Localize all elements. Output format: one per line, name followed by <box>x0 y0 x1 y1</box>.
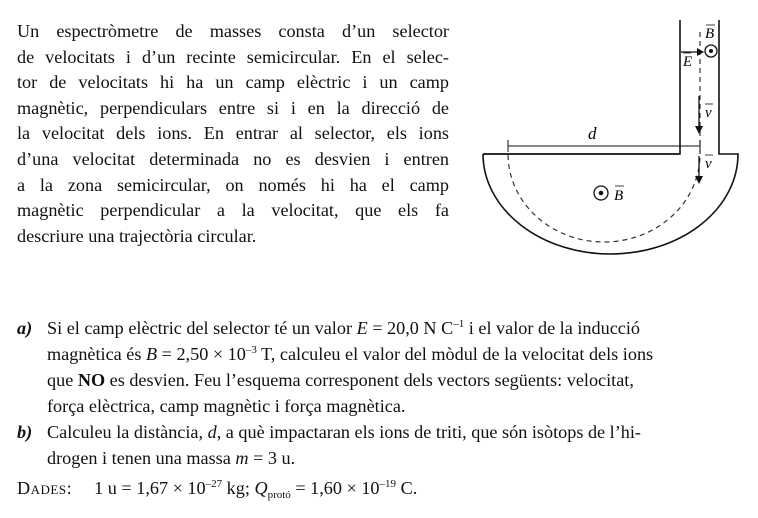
text: = 3 u. <box>248 448 296 468</box>
question-b-label: b) <box>17 422 33 442</box>
text: C. <box>396 478 418 498</box>
emphasis-no: NO <box>77 370 106 390</box>
text: , a què impactaran els ions de triti, que són isòtops de l’hi- <box>216 422 641 442</box>
question-b <box>17 419 737 471</box>
symbol-m: m <box>235 448 249 468</box>
text: = 2,50 × 10 <box>157 344 246 364</box>
label-d: d <box>588 124 597 143</box>
magnetic-field-dot <box>709 49 713 53</box>
exponent: –19 <box>379 478 397 490</box>
label-E: E <box>683 54 693 70</box>
intro-line: d’una velocitat determinada no es desvien i entren <box>17 148 449 169</box>
question-b-line-1 <box>47 419 737 445</box>
exponent: –27 <box>205 478 223 490</box>
subscript: protó <box>267 489 291 501</box>
text: 1 u = 1,67 × 10 <box>94 478 206 498</box>
label-B-center: B <box>614 188 624 204</box>
text: kg; <box>222 478 255 498</box>
intro-paragraph <box>17 19 449 249</box>
symbol-d: d <box>207 422 217 442</box>
exponent: –1 <box>453 318 465 330</box>
velocity-arrowhead-1 <box>695 126 703 134</box>
text: = 1,60 × 10 <box>290 478 380 498</box>
question-a-line-4: força elèctrica, camp magnètic i força magnètica. <box>47 396 406 416</box>
label-v2: v <box>705 156 712 172</box>
label-B-top: B <box>705 26 715 42</box>
intro-line: la velocitat dels ions. En entrar al selector, els ions <box>17 123 449 144</box>
magnetic-field-center-dot <box>599 191 604 196</box>
spectrometer-diagram <box>480 18 742 268</box>
text: magnètica és <box>47 344 146 364</box>
text: Calculeu la distància, <box>47 422 208 442</box>
data-line <box>17 478 417 499</box>
symbol-Q: Q <box>254 478 268 498</box>
text: i el valor de la inducció <box>464 318 640 338</box>
intro-line: descriure una trajectòria circular. <box>17 225 257 246</box>
text: = 20,0 N C <box>367 318 454 338</box>
spectrometer-figure <box>480 18 742 268</box>
text: drogen i tenen una massa <box>47 448 236 468</box>
text: Si el camp elèctric del selector té un valor <box>47 318 357 338</box>
intro-line: magnètic, perpendiculars entre si i en la direcció de <box>17 97 449 118</box>
ion-trajectory <box>508 32 700 242</box>
intro-line: tor de velocitats hi ha un camp elèctric i un camp <box>17 72 449 93</box>
label-v1: v <box>705 105 712 121</box>
symbol-E: E <box>356 318 368 338</box>
text: es desvien. Feu l’esquema corresponent dels vectors següents: velocitat, <box>105 370 634 390</box>
semicircle-chamber-outer <box>483 148 738 254</box>
intro-line: Un espectròmetre de masses consta d’un selector <box>17 21 449 41</box>
data-label: Dades: <box>17 478 73 498</box>
text: que <box>47 370 78 390</box>
intro-line: de velocitats i d’un recinte semicircular. En el selec- <box>17 46 449 67</box>
intro-line: magnètic perpendicular a la velocitat, que els fa <box>17 200 449 221</box>
question-a-line-1 <box>47 315 737 341</box>
symbol-B: B <box>145 344 158 364</box>
question-a-label: a) <box>17 318 33 338</box>
question-b-line-2 <box>47 445 737 471</box>
question-a-line-2 <box>47 341 737 367</box>
exponent: –3 <box>245 344 257 356</box>
question-a-line-3 <box>47 367 737 393</box>
intro-line: a la zona semicircular, on només hi ha el camp <box>17 174 449 195</box>
question-a <box>17 315 737 419</box>
text: T, calculeu el valor del mòdul de la velocitat dels ions <box>256 344 654 364</box>
